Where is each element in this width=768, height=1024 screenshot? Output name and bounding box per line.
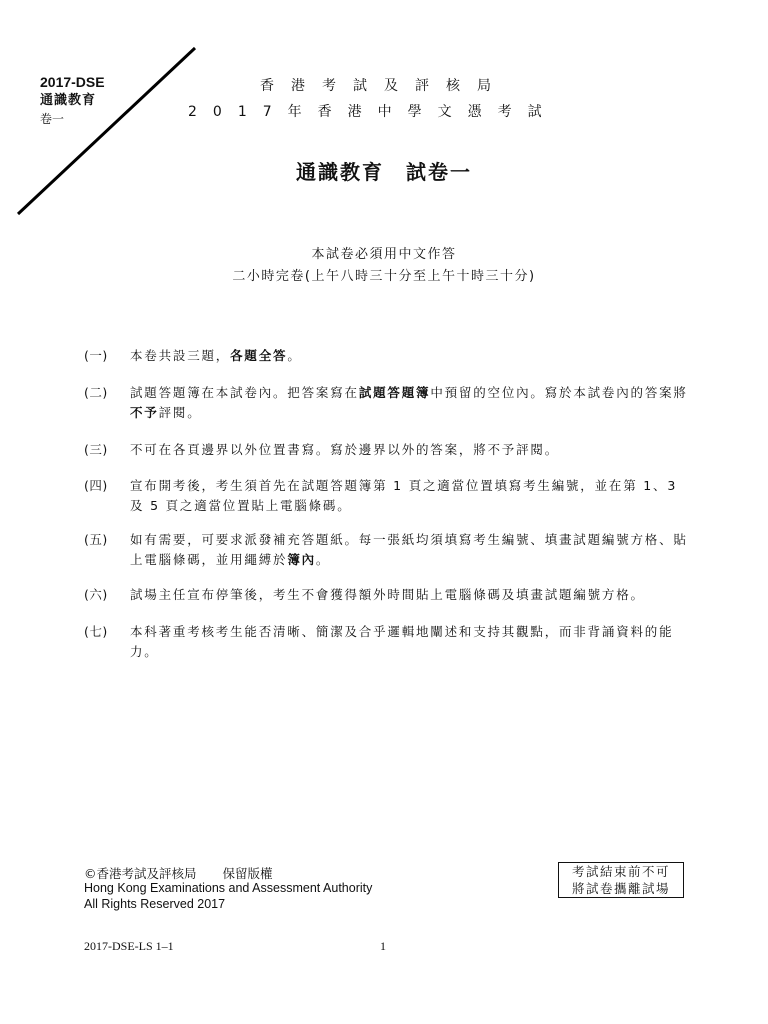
instruction-number: (六) — [84, 587, 108, 602]
copyright-zh: ©香港考試及評核局 — [84, 866, 197, 881]
instruction-text: 如有需要，可要求派發補充答題紙。每一張紙均須填寫考生編號、填畫試題編號方格、貼上電腦條碼，並用繩縛於簿內。 — [130, 532, 688, 567]
instruction-number: (二) — [84, 385, 108, 400]
corner-year: 2017-DSE — [40, 74, 105, 90]
corner-diagonal-line — [0, 0, 200, 220]
instruction-number: (四) — [84, 478, 108, 493]
language-instruction: 本試卷必須用中文作答 — [311, 247, 457, 262]
instruction-text: 宣布開考後，考生須首先在試題答題簿第 1 頁之適當位置填寫考生編號，並在第 1、3 及 5 頁之適當位置貼上電腦條碼。 — [130, 478, 678, 513]
time-allowed: 二小時完卷(上午八時三十分至上午十時三十分) — [232, 269, 536, 284]
instruction-text: 不可在各頁邊界以外位置書寫。寫於邊界以外的答案，將不予評閱。 — [130, 442, 560, 457]
instruction-item — [84, 530, 694, 570]
instruction-item — [84, 383, 694, 423]
corner-subject: 通識教育 — [40, 93, 97, 108]
instruction-item — [84, 622, 694, 662]
instruction-item — [84, 476, 694, 516]
corner-paper: 卷一 — [40, 112, 65, 126]
instruction-text: 本卷共設三題，各題全答。 — [130, 348, 302, 363]
instruction-text: 試題答題簿在本試卷內。把答案寫在試題答題簿中預留的空位內。寫於本試卷內的答案將不予評閱。 — [130, 385, 688, 420]
instruction-text: 本科著重考核考生能否清晰、簡潔及合乎邏輯地闡述和支持其觀點，而非背誦資料的能力。 — [130, 624, 674, 659]
paper-title: 通識教育 試卷一 — [296, 160, 472, 184]
instruction-number: (七) — [84, 624, 108, 639]
notice-line: 考試結束前不可 — [571, 864, 670, 879]
authority-header: 香港考試及評核局 — [260, 78, 508, 94]
rights-zh: 保留版權 — [222, 866, 273, 881]
authority-en: Hong Kong Examinations and Assessment Authority — [84, 881, 373, 895]
copyright-line — [84, 864, 273, 882]
instruction-number: (一) — [84, 348, 108, 363]
instruction-item — [84, 585, 694, 605]
instruction-number: (三) — [84, 442, 108, 457]
exam-header: 2017年香港中學文憑考試 — [188, 104, 558, 120]
page-number: 1 — [380, 939, 386, 953]
instruction-number: (五) — [84, 532, 108, 547]
instruction-item — [84, 440, 694, 460]
notice-line: 將試卷攜離試場 — [571, 881, 670, 896]
paper-code: 2017-DSE-LS 1–1 — [84, 939, 174, 953]
instruction-item — [84, 346, 694, 366]
instruction-text: 試場主任宣布停筆後，考生不會獲得額外時間貼上電腦條碼及填畫試題編號方格。 — [130, 587, 645, 602]
exam-notice-box — [558, 862, 684, 898]
rights-en: All Rights Reserved 2017 — [84, 897, 226, 911]
